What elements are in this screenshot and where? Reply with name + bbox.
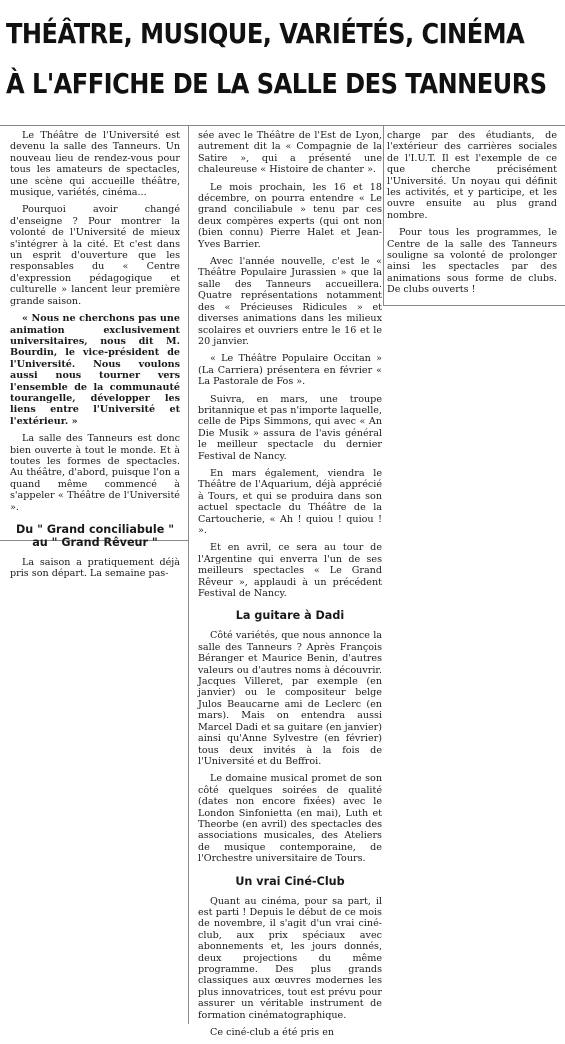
- article-column-1: [10, 130, 180, 586]
- paragraph: Avec l'année nouvelle, c'est le « Théâtre Populaire Jurassien » que la salle des Tanneurs accueillera. Quatre représentations notamment des « Précieuses Ridicules » et diverses animations dans les milieux scolaires et ouvriers entre le 16 et le 20 janvier.: [198, 256, 382, 347]
- column-rule-left: [188, 125, 189, 1024]
- paragraph: Pourquoi avoir changé d'enseigne ? Pour montrer la volonté de l'Université de mieux s'intégrer à la cité. Et c'est dans un esprit d'ouverture que les responsables du « Centre d'expression pédagogique et culturelle » lancent leur première grande saison.: [10, 204, 180, 307]
- subheading-line: au " Grand Rêveur ": [32, 536, 158, 549]
- paragraph: charge par des étudiants, de l'extérieur des carrières sociales de l'I.U.T. Il est l'exemple de ce que cherche précisément l'Université. Un noyau qui définit les activités, et y participe, et les ouvre ensuite au plus grand nombre.: [387, 130, 557, 221]
- headline-line-1: THÉÂTRE, MUSIQUE, VARIÉTÉS, CINÉMA: [6, 17, 525, 50]
- article-column-3: [387, 130, 557, 302]
- paragraph: Pour tous les programmes, le Centre de la salle des Tanneurs souligne sa volonté de prolonger ainsi les spectacles par des animations sous forme de clubs. De clubs ouverts !: [387, 227, 557, 296]
- subheading-cine-club: Un vrai Ciné-Club: [235, 874, 345, 888]
- quote-paragraph: « Nous ne cherchons pas une animation exclusivement universitaires, nous dit M. Bourdin, le vice-président de l'Université. Nous voulons aussi nous tourner vers l'ensemble de la communauté tourangelle, développer les liens entre l'Université et l'extérieur. »: [10, 313, 180, 427]
- paragraph: La saison a pratiquement déjà pris son départ. La semaine pas-: [10, 557, 180, 580]
- paragraph: « Le Théâtre Populaire Occitan » (La Carriera) présentera en février « La Pastorale de Fos ».: [198, 353, 382, 388]
- headline-line-2: À L'AFFICHE DE LA SALLE DES TANNEURS: [6, 67, 547, 100]
- paragraph: Le mois prochain, les 16 et 18 décembre, on pourra entendre « Le grand conciliabule » tenu par ces deux compères experts (qui ont non (bien connu) Pierre Halet et Jean-Yves Barrier.: [198, 181, 382, 250]
- paragraph: Côté variétés, que nous annonce la salle des Tanneurs ? Après François Béranger et Maurice Benin, d'autres valeurs ou d'autres noms à découvrir. Jacques Villeret, par exemple (en janvier) ou le compositeur belge Julos Beaucarne ami de Leclerc (en mars). Mais on entendra aussi Marcel Dadi et sa guitare (en janvier) ainsi qu'Anne Sylvestre (en février) tous deux invités à la fois de l'Université et du Beffroi.: [198, 630, 382, 767]
- paragraph: En mars également, viendra le Théâtre de l'Aquarium, déjà apprécié à Tours, et qui se produira dans son actuel spectacle du Théâtre de la Cartoucherie, « Ah ! quiou ! quiou ! ».: [198, 467, 382, 536]
- paragraph: sée avec le Théâtre de l'Est de Lyon, autrement dit la « Compagnie de la Satire », qui a présenté une chaleureuse « Histoire de chanter ».: [198, 130, 382, 176]
- subheading-line: Du " Grand conciliabule ": [15, 523, 175, 536]
- paragraph: Le domaine musical promet de son côté quelques soirées de qualité (dates non encore fixées) avec le London Sinfonietta (en mai), Luth et Theorbe (en avril) des spectacles des associations musicales, des Ateliers de musique contemporaine, de l'Orchestre universitaire de Tours.: [198, 773, 382, 865]
- paragraph: Le Théâtre de l'Université est devenu la salle des Tanneurs. Un nouveau lieu de rendez-vous pour tous les amateurs de spectacles, une scène qui accueille théâtre, musique, variétés, cinéma...: [10, 130, 180, 199]
- subheading-guitare-dadi: La guitare à Dadi: [235, 609, 345, 623]
- paragraph: Quant au cinéma, pour sa part, il est parti ! Depuis le début de ce mois de novembre, il s'agit d'un vrai ciné-club, aux prix spéciaux avec abonnements et, les jours donnés, deux projections du même programme. Des plus grands classiques aux œuvres modernes les plus innovatrices, tout est prévu pour assurer un véritable instrument de formation cinématographique.: [198, 895, 382, 1021]
- subheading-grand-conciliabule: [10, 523, 180, 549]
- paragraph: Et en avril, ce sera au tour de l'Argentine qui enverra l'un de ses meilleurs spectacles « Le Grand Rêveur », applaudi à un précédent Festival de Nancy.: [198, 542, 382, 600]
- paragraph: Suivra, en mars, une troupe britannique et pas n'importe laquelle, celle de Pips Simmons, qui avec « An Die Musik » assura de l'avis général le meilleur spectacle du dernier Festival de Nancy.: [198, 393, 382, 462]
- article-column-2: [198, 130, 382, 1044]
- paragraph: Ce ciné-club a été pris en: [210, 1027, 335, 1039]
- column-rule-right: [383, 125, 384, 305]
- column-3-end-rule: [383, 305, 565, 306]
- headline-rule: [0, 125, 565, 126]
- paragraph: La salle des Tanneurs est donc bien ouverte à tout le monde. Et à toutes les formes de spectacles. Au théâtre, d'abord, puisque l'on a quand même commencé à s'appeler « Théâtre de l'Université ».: [10, 433, 180, 513]
